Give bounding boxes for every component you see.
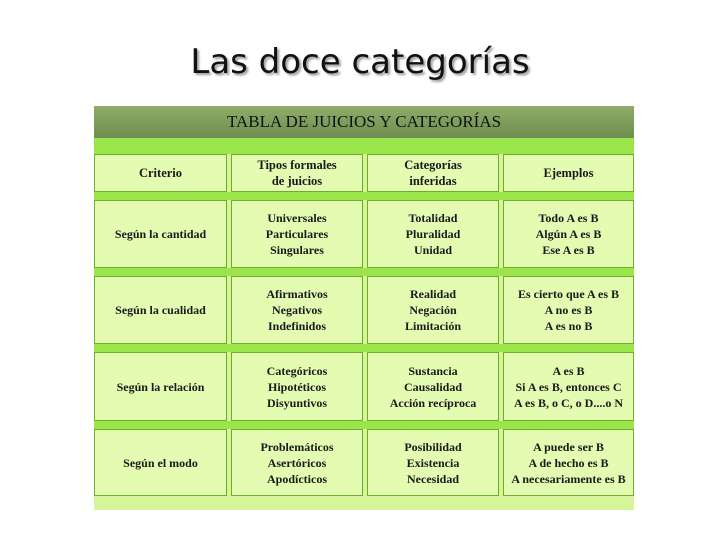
categoria-text: Realidad [409,287,456,301]
tipo-text: Hipotéticos [268,379,326,394]
criterio-text: Según la cantidad [114,227,207,241]
categorias-cell [367,352,499,421]
table-header-row [94,154,634,192]
tipos-cell [231,352,363,421]
categoria-text: Totalidad [408,211,458,225]
ejemplo-text: A no es B [544,303,593,317]
categoria-text: Negación [409,303,457,317]
categoria-text: Posibilidad [404,439,462,454]
header-text: Ejemplos [543,166,594,180]
criterio-text: Según la relación [116,379,205,394]
green-band [94,344,634,352]
criterio-cell [94,352,227,421]
categorias-cell [367,200,499,268]
ejemplo-text: A de hecho es B [528,455,609,470]
ejemplos-cell [503,429,634,496]
ejemplo-text: Algún A es B [535,227,602,241]
categoria-text: Causalidad [403,379,463,394]
criterio-cell [94,276,227,344]
categoria-text: Acción recíproca [389,395,477,410]
categoria-text: Pluralidad [405,227,461,241]
green-band [94,268,634,276]
tipo-text: Categóricos [266,363,328,378]
tipo-text: Apodícticos [267,471,327,486]
header-text: Tipos formales [257,158,337,172]
ejemplo-text: Ese A es B [542,243,595,257]
tipo-text: Problemáticos [260,439,334,454]
tipos-cell [231,200,363,268]
tipo-text: Particulares [265,227,329,241]
tipos-cell [231,429,363,496]
header-text: Categorías [404,158,462,172]
tipos-cell [231,276,363,344]
criterio-text: Según la cualidad [115,303,206,317]
tipo-text: Negativos [272,303,322,317]
categorias-cell [367,429,499,496]
ejemplo-text: A puede ser B [533,439,604,454]
table-row [94,276,634,344]
green-band [94,192,634,200]
categories-table [94,106,634,510]
header-text: Criterio [138,166,183,180]
slide-title: Las doce categorías [190,42,530,82]
ejemplos-cell [503,352,634,421]
header-text: de juicios [271,174,323,188]
ejemplo-text: A es no B [544,319,593,333]
categoria-text: Existencia [406,455,460,470]
tipo-text: Asertóricos [267,455,327,470]
categoria-text: Sustancia [408,363,458,378]
ejemplo-text: Todo A es B [538,211,599,225]
categoria-text: Limitación [405,319,461,333]
table-row [94,200,634,268]
header-ejemplos [503,154,634,192]
table-row [94,429,634,496]
ejemplo-text: A necesariamente es B [511,471,626,486]
categoria-text: Necesidad [407,471,459,486]
ejemplo-text: Si A es B, entonces C [515,379,622,394]
criterio-cell [94,200,227,268]
header-categorias [367,154,499,192]
green-band [94,138,634,154]
tipo-text: Singulares [270,243,324,257]
categoria-text: Unidad [413,243,453,257]
tipo-text: Afirmativos [266,287,328,301]
ejemplo-text: A es B, o C, o D....o N [513,395,623,410]
criterio-text: Según el modo [123,455,198,470]
ejemplo-text: A es B [552,363,585,378]
tipo-text: Disyuntivos [266,395,328,410]
table-caption: TABLA DE JUICIOS Y CATEGORÍAS [94,106,634,138]
categorias-cell [367,276,499,344]
tipo-text: Universales [267,211,327,225]
tipo-text: Indefinidos [267,319,327,333]
header-text: inferidas [409,174,457,188]
green-band [94,421,634,429]
criterio-cell [94,429,227,496]
header-criterio [94,154,227,192]
table-row [94,352,634,421]
ejemplos-cell [503,200,634,268]
header-tipos [231,154,363,192]
ejemplo-text: Es cierto que A es B [518,287,619,301]
ejemplos-cell [503,276,634,344]
